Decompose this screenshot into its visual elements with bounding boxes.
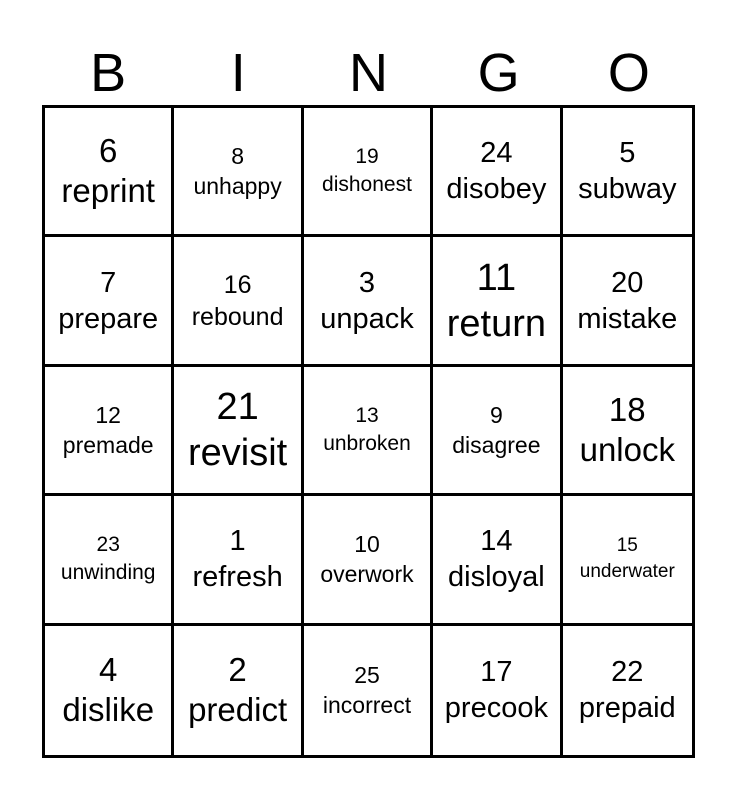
bingo-cell[interactable] — [304, 108, 433, 237]
cell-number: 6 — [99, 132, 118, 170]
header-letter-g: G — [477, 43, 520, 103]
cell-word: disagree — [452, 431, 541, 458]
cell-word: reprint — [61, 172, 155, 210]
bingo-cell[interactable] — [433, 626, 562, 755]
cell-word: unhappy — [193, 173, 282, 200]
bingo-cell[interactable] — [433, 496, 562, 625]
cell-word: unpack — [320, 302, 414, 335]
cell-number: 19 — [355, 145, 379, 169]
cell-word: premade — [62, 431, 154, 458]
cell-number: 22 — [611, 656, 644, 689]
cell-number: 23 — [96, 533, 120, 557]
cell-number: 25 — [354, 662, 380, 689]
cell-word: return — [446, 302, 547, 345]
bingo-cell[interactable] — [433, 237, 562, 366]
cell-number: 13 — [355, 403, 379, 427]
cell-number: 24 — [480, 137, 513, 170]
cell-number: 12 — [95, 401, 121, 428]
header-letter-b: B — [90, 43, 127, 103]
bingo-cell[interactable] — [174, 237, 303, 366]
bingo-cell[interactable] — [563, 237, 692, 366]
cell-number: 5 — [619, 137, 636, 170]
bingo-cell[interactable] — [304, 367, 433, 496]
cell-word: disobey — [446, 173, 547, 206]
bingo-cell[interactable] — [563, 626, 692, 755]
cell-word: predict — [188, 691, 288, 729]
bingo-cell[interactable] — [433, 367, 562, 496]
bingo-cell[interactable] — [174, 108, 303, 237]
cell-number: 2 — [228, 651, 247, 689]
cell-word: refresh — [192, 561, 283, 594]
cell-number: 1 — [229, 525, 246, 558]
cell-number: 18 — [608, 390, 646, 428]
cell-number: 16 — [223, 270, 252, 299]
header-letter-i: I — [230, 43, 246, 103]
bingo-header — [43, 40, 694, 106]
cell-word: prepare — [58, 302, 159, 335]
cell-word: underwater — [579, 561, 675, 583]
cell-word: unbroken — [323, 431, 411, 455]
cell-word: prepaid — [578, 692, 676, 725]
cell-word: unwinding — [60, 561, 156, 585]
cell-word: overwork — [320, 561, 414, 588]
cell-word: incorrect — [322, 692, 412, 719]
bingo-cell[interactable] — [174, 496, 303, 625]
bingo-cell[interactable] — [304, 626, 433, 755]
bingo-cell[interactable] — [563, 367, 692, 496]
header-letter-o: O — [607, 43, 650, 103]
cell-number: 14 — [480, 525, 513, 558]
cell-word: dislike — [62, 691, 155, 729]
bingo-card-grid — [42, 105, 695, 758]
cell-word: dishonest — [322, 173, 412, 197]
bingo-cell[interactable] — [45, 626, 174, 755]
bingo-cell[interactable] — [563, 108, 692, 237]
cell-word: revisit — [187, 431, 288, 474]
cell-word: rebound — [191, 302, 284, 331]
bingo-cell[interactable] — [45, 496, 174, 625]
bingo-cell[interactable] — [304, 237, 433, 366]
cell-word: subway — [578, 173, 677, 206]
bingo-cell[interactable] — [174, 626, 303, 755]
cell-word: precook — [444, 692, 548, 725]
cell-number: 9 — [489, 401, 503, 428]
cell-number: 21 — [216, 385, 259, 428]
cell-number: 8 — [231, 143, 244, 170]
cell-word: unlock — [579, 430, 675, 468]
cell-number: 20 — [611, 266, 644, 299]
cell-number: 7 — [100, 266, 117, 299]
bingo-cell[interactable] — [433, 108, 562, 237]
cell-number: 11 — [476, 256, 517, 299]
cell-number: 4 — [99, 651, 118, 689]
bingo-cell[interactable] — [304, 496, 433, 625]
bingo-cell[interactable] — [45, 367, 174, 496]
bingo-cell[interactable] — [174, 367, 303, 496]
cell-number: 15 — [616, 535, 638, 557]
bingo-cell[interactable] — [563, 496, 692, 625]
bingo-cell[interactable] — [45, 237, 174, 366]
header-letter-n: N — [348, 43, 388, 103]
cell-number: 17 — [480, 656, 513, 689]
cell-word: disloyal — [448, 561, 545, 594]
cell-word: mistake — [577, 302, 678, 335]
bingo-cell[interactable] — [45, 108, 174, 237]
cell-number: 10 — [354, 531, 380, 558]
cell-number: 3 — [358, 266, 376, 299]
